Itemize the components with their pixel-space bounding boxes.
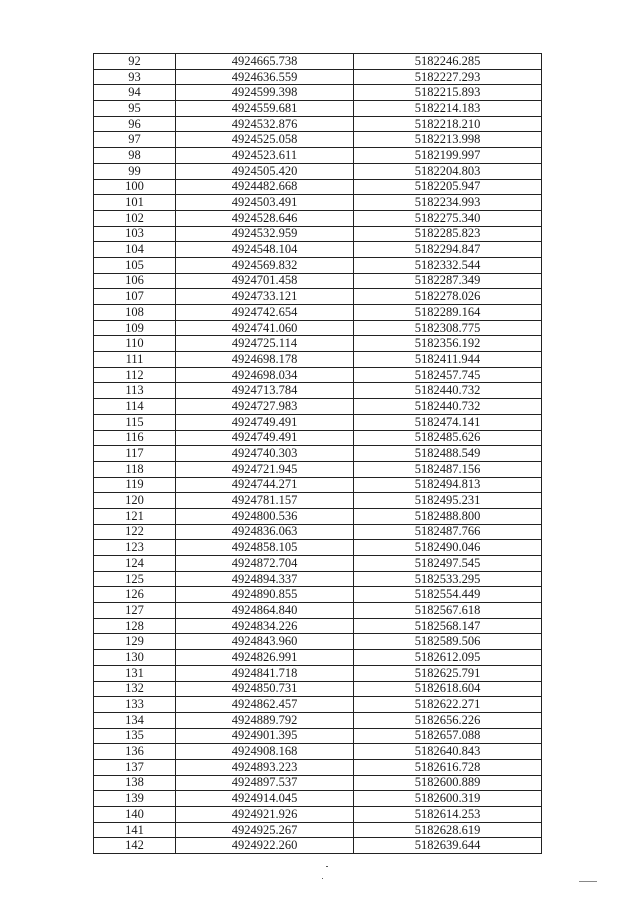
y-coordinate-cell: 5182275.340 — [354, 210, 542, 226]
point-number-cell: 123 — [94, 540, 176, 556]
y-coordinate-cell: 5182616.728 — [354, 759, 542, 775]
point-number-cell: 92 — [94, 54, 176, 70]
table-row — [94, 320, 542, 336]
point-number-cell: 134 — [94, 712, 176, 728]
point-number-cell: 100 — [94, 179, 176, 195]
point-number-cell: 98 — [94, 148, 176, 164]
table-row — [94, 712, 542, 728]
point-number-cell: 102 — [94, 210, 176, 226]
point-number-cell: 119 — [94, 477, 176, 493]
point-number-cell: 111 — [94, 352, 176, 368]
table-row — [94, 681, 542, 697]
y-coordinate-cell: 5182332.544 — [354, 257, 542, 273]
table-row — [94, 242, 542, 258]
point-number-cell: 99 — [94, 163, 176, 179]
x-coordinate-cell: 4924749.491 — [176, 430, 354, 446]
x-coordinate-cell: 4924532.876 — [176, 116, 354, 132]
table-row — [94, 336, 542, 352]
y-coordinate-cell: 5182533.295 — [354, 571, 542, 587]
point-number-cell: 117 — [94, 446, 176, 462]
y-coordinate-cell: 5182640.843 — [354, 744, 542, 760]
point-number-cell: 115 — [94, 414, 176, 430]
x-coordinate-cell: 4924889.792 — [176, 712, 354, 728]
y-coordinate-cell: 5182614.253 — [354, 807, 542, 823]
table-row — [94, 665, 542, 681]
table-row — [94, 210, 542, 226]
table-row — [94, 493, 542, 509]
table-row — [94, 603, 542, 619]
point-number-cell: 94 — [94, 85, 176, 101]
point-number-cell: 114 — [94, 399, 176, 415]
point-number-cell: 101 — [94, 195, 176, 211]
x-coordinate-cell: 4924914.045 — [176, 791, 354, 807]
table-row — [94, 571, 542, 587]
x-coordinate-cell: 4924908.168 — [176, 744, 354, 760]
y-coordinate-cell: 5182656.226 — [354, 712, 542, 728]
y-coordinate-cell: 5182612.095 — [354, 650, 542, 666]
table-row — [94, 446, 542, 462]
y-coordinate-cell: 5182285.823 — [354, 226, 542, 242]
table-row — [94, 352, 542, 368]
point-number-cell: 127 — [94, 603, 176, 619]
x-coordinate-cell: 4924872.704 — [176, 556, 354, 572]
table-row — [94, 728, 542, 744]
table-row — [94, 257, 542, 273]
y-coordinate-cell: 5182600.319 — [354, 791, 542, 807]
point-number-cell: 112 — [94, 367, 176, 383]
table-row — [94, 383, 542, 399]
point-number-cell: 139 — [94, 791, 176, 807]
y-coordinate-cell: 5182495.231 — [354, 493, 542, 509]
y-coordinate-cell: 5182639.644 — [354, 838, 542, 854]
x-coordinate-cell: 4924523.611 — [176, 148, 354, 164]
table-row — [94, 697, 542, 713]
y-coordinate-cell: 5182278.026 — [354, 289, 542, 305]
x-coordinate-cell: 4924744.271 — [176, 477, 354, 493]
table-row — [94, 430, 542, 446]
table-row — [94, 759, 542, 775]
point-number-cell: 109 — [94, 320, 176, 336]
y-coordinate-cell: 5182618.604 — [354, 681, 542, 697]
table-row — [94, 822, 542, 838]
table-row — [94, 461, 542, 477]
x-coordinate-cell: 4924636.559 — [176, 69, 354, 85]
point-number-cell: 137 — [94, 759, 176, 775]
x-coordinate-cell: 4924482.668 — [176, 179, 354, 195]
point-number-cell: 120 — [94, 493, 176, 509]
table-row — [94, 101, 542, 117]
point-number-cell: 105 — [94, 257, 176, 273]
x-coordinate-cell: 4924528.646 — [176, 210, 354, 226]
y-coordinate-cell: 5182622.271 — [354, 697, 542, 713]
y-coordinate-cell: 5182289.164 — [354, 305, 542, 321]
table-row — [94, 791, 542, 807]
x-coordinate-cell: 4924834.226 — [176, 618, 354, 634]
x-coordinate-cell: 4924749.491 — [176, 414, 354, 430]
point-number-cell: 103 — [94, 226, 176, 242]
point-number-cell: 131 — [94, 665, 176, 681]
point-number-cell: 104 — [94, 242, 176, 258]
x-coordinate-cell: 4924698.034 — [176, 367, 354, 383]
y-coordinate-cell: 5182488.549 — [354, 446, 542, 462]
y-coordinate-cell: 5182487.156 — [354, 461, 542, 477]
scan-speck — [322, 878, 323, 879]
table-row — [94, 85, 542, 101]
x-coordinate-cell: 4924740.303 — [176, 446, 354, 462]
table-row — [94, 524, 542, 540]
table-row — [94, 414, 542, 430]
x-coordinate-cell: 4924742.654 — [176, 305, 354, 321]
y-coordinate-cell: 5182628.619 — [354, 822, 542, 838]
point-number-cell: 97 — [94, 132, 176, 148]
point-number-cell: 133 — [94, 697, 176, 713]
x-coordinate-cell: 4924826.991 — [176, 650, 354, 666]
x-coordinate-cell: 4924921.926 — [176, 807, 354, 823]
y-coordinate-cell: 5182567.618 — [354, 603, 542, 619]
y-coordinate-cell: 5182625.791 — [354, 665, 542, 681]
table-row — [94, 305, 542, 321]
x-coordinate-cell: 4924721.945 — [176, 461, 354, 477]
table-row — [94, 618, 542, 634]
table-row — [94, 54, 542, 70]
table-row — [94, 587, 542, 603]
table-row — [94, 650, 542, 666]
point-number-cell: 141 — [94, 822, 176, 838]
point-number-cell: 121 — [94, 508, 176, 524]
point-number-cell: 96 — [94, 116, 176, 132]
x-coordinate-cell: 4924548.104 — [176, 242, 354, 258]
y-coordinate-cell: 5182490.046 — [354, 540, 542, 556]
y-coordinate-cell: 5182214.183 — [354, 101, 542, 117]
y-coordinate-cell: 5182440.732 — [354, 399, 542, 415]
point-number-cell: 108 — [94, 305, 176, 321]
y-coordinate-cell: 5182497.545 — [354, 556, 542, 572]
coordinate-table — [93, 53, 542, 854]
table-row — [94, 273, 542, 289]
y-coordinate-cell: 5182287.349 — [354, 273, 542, 289]
table-row — [94, 179, 542, 195]
scan-speck — [326, 866, 328, 867]
y-coordinate-cell: 5182308.775 — [354, 320, 542, 336]
point-number-cell: 93 — [94, 69, 176, 85]
table-row — [94, 195, 542, 211]
table-row — [94, 634, 542, 650]
point-number-cell: 142 — [94, 838, 176, 854]
x-coordinate-cell: 4924698.178 — [176, 352, 354, 368]
y-coordinate-cell: 5182600.889 — [354, 775, 542, 791]
y-coordinate-cell: 5182199.997 — [354, 148, 542, 164]
x-coordinate-cell: 4924858.105 — [176, 540, 354, 556]
x-coordinate-cell: 4924841.718 — [176, 665, 354, 681]
x-coordinate-cell: 4924901.395 — [176, 728, 354, 744]
y-coordinate-cell: 5182227.293 — [354, 69, 542, 85]
table-row — [94, 132, 542, 148]
point-number-cell: 113 — [94, 383, 176, 399]
y-coordinate-cell: 5182474.141 — [354, 414, 542, 430]
table-row — [94, 69, 542, 85]
table-row — [94, 367, 542, 383]
page-edge-mark — [579, 881, 597, 882]
table-row — [94, 399, 542, 415]
point-number-cell: 130 — [94, 650, 176, 666]
x-coordinate-cell: 4924505.420 — [176, 163, 354, 179]
point-number-cell: 122 — [94, 524, 176, 540]
y-coordinate-cell: 5182234.993 — [354, 195, 542, 211]
x-coordinate-cell: 4924890.855 — [176, 587, 354, 603]
table-row — [94, 163, 542, 179]
y-coordinate-cell: 5182411.944 — [354, 352, 542, 368]
x-coordinate-cell: 4924922.260 — [176, 838, 354, 854]
y-coordinate-cell: 5182204.803 — [354, 163, 542, 179]
x-coordinate-cell: 4924862.457 — [176, 697, 354, 713]
point-number-cell: 118 — [94, 461, 176, 477]
x-coordinate-cell: 4924532.959 — [176, 226, 354, 242]
x-coordinate-cell: 4924727.983 — [176, 399, 354, 415]
y-coordinate-cell: 5182568.147 — [354, 618, 542, 634]
point-number-cell: 126 — [94, 587, 176, 603]
table-row — [94, 807, 542, 823]
x-coordinate-cell: 4924665.738 — [176, 54, 354, 70]
x-coordinate-cell: 4924781.157 — [176, 493, 354, 509]
point-number-cell: 110 — [94, 336, 176, 352]
y-coordinate-cell: 5182294.847 — [354, 242, 542, 258]
x-coordinate-cell: 4924525.058 — [176, 132, 354, 148]
table-row — [94, 477, 542, 493]
x-coordinate-cell: 4924725.114 — [176, 336, 354, 352]
table-row — [94, 148, 542, 164]
x-coordinate-cell: 4924893.223 — [176, 759, 354, 775]
point-number-cell: 136 — [94, 744, 176, 760]
y-coordinate-cell: 5182457.745 — [354, 367, 542, 383]
point-number-cell: 128 — [94, 618, 176, 634]
x-coordinate-cell: 4924733.121 — [176, 289, 354, 305]
table-row — [94, 116, 542, 132]
x-coordinate-cell: 4924925.267 — [176, 822, 354, 838]
x-coordinate-cell: 4924741.060 — [176, 320, 354, 336]
point-number-cell: 140 — [94, 807, 176, 823]
x-coordinate-cell: 4924503.491 — [176, 195, 354, 211]
point-number-cell: 125 — [94, 571, 176, 587]
y-coordinate-cell: 5182205.947 — [354, 179, 542, 195]
x-coordinate-cell: 4924897.537 — [176, 775, 354, 791]
y-coordinate-cell: 5182487.766 — [354, 524, 542, 540]
y-coordinate-cell: 5182485.626 — [354, 430, 542, 446]
x-coordinate-cell: 4924894.337 — [176, 571, 354, 587]
point-number-cell: 106 — [94, 273, 176, 289]
table-row — [94, 508, 542, 524]
x-coordinate-cell: 4924843.960 — [176, 634, 354, 650]
x-coordinate-cell: 4924864.840 — [176, 603, 354, 619]
y-coordinate-cell: 5182356.192 — [354, 336, 542, 352]
y-coordinate-cell: 5182440.732 — [354, 383, 542, 399]
table-row — [94, 556, 542, 572]
table-row — [94, 226, 542, 242]
coordinate-table-body — [94, 54, 542, 854]
y-coordinate-cell: 5182488.800 — [354, 508, 542, 524]
table-row — [94, 744, 542, 760]
y-coordinate-cell: 5182554.449 — [354, 587, 542, 603]
y-coordinate-cell: 5182589.506 — [354, 634, 542, 650]
table-row — [94, 838, 542, 854]
table-row — [94, 540, 542, 556]
point-number-cell: 132 — [94, 681, 176, 697]
point-number-cell: 138 — [94, 775, 176, 791]
x-coordinate-cell: 4924569.832 — [176, 257, 354, 273]
y-coordinate-cell: 5182494.813 — [354, 477, 542, 493]
y-coordinate-cell: 5182215.893 — [354, 85, 542, 101]
x-coordinate-cell: 4924599.398 — [176, 85, 354, 101]
point-number-cell: 95 — [94, 101, 176, 117]
point-number-cell: 124 — [94, 556, 176, 572]
point-number-cell: 107 — [94, 289, 176, 305]
x-coordinate-cell: 4924701.458 — [176, 273, 354, 289]
point-number-cell: 129 — [94, 634, 176, 650]
x-coordinate-cell: 4924836.063 — [176, 524, 354, 540]
table-row — [94, 289, 542, 305]
y-coordinate-cell: 5182657.088 — [354, 728, 542, 744]
y-coordinate-cell: 5182246.285 — [354, 54, 542, 70]
y-coordinate-cell: 5182213.998 — [354, 132, 542, 148]
x-coordinate-cell: 4924559.681 — [176, 101, 354, 117]
x-coordinate-cell: 4924713.784 — [176, 383, 354, 399]
x-coordinate-cell: 4924850.731 — [176, 681, 354, 697]
point-number-cell: 116 — [94, 430, 176, 446]
y-coordinate-cell: 5182218.210 — [354, 116, 542, 132]
point-number-cell: 135 — [94, 728, 176, 744]
x-coordinate-cell: 4924800.536 — [176, 508, 354, 524]
table-row — [94, 775, 542, 791]
